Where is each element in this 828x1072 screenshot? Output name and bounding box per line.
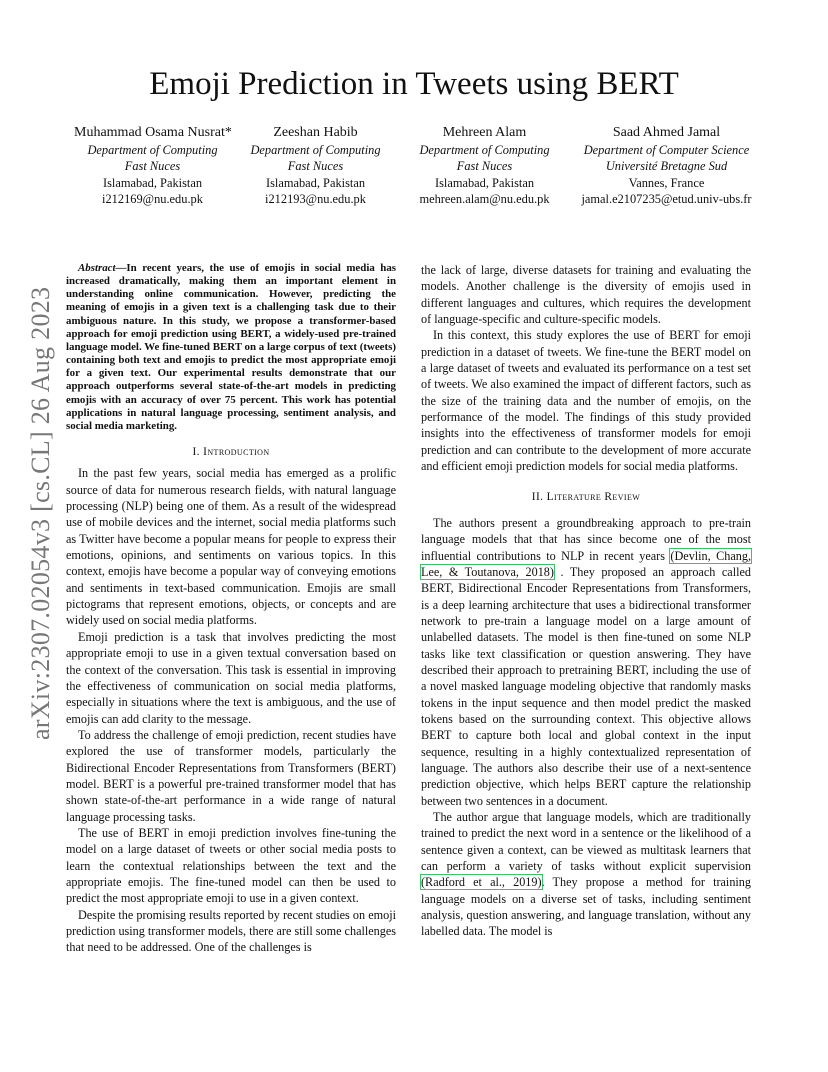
author-city: Islamabad, Pakistan <box>434 175 535 190</box>
section-numeral: I. <box>192 446 204 459</box>
paper-title: Emoji Prediction in Tweets using BERT <box>149 66 679 102</box>
body-paragraph: Emoji prediction is a task that involves predicting the most appropriate emoji to use in a given textual conversation based on the context of the conversation. This task is essential in improving the effectiveness of communication on social media platforms, especially in situations where the text is ambiguous, and the use of emojis can add clarity to the message. <box>66 629 396 726</box>
right-column <box>421 262 751 940</box>
author-3 <box>400 124 569 207</box>
body-paragraph: In this context, this study explores the use of BERT for emoji prediction in a dataset of tweets. We fine-tune the BERT model on a large dataset of tweets and evaluated its performance on a test set of tweets. We also examined the impact of different factors, such as the size of the training data and the number of emojis, on the performance of the model. The findings of this study provided insights into the effectiveness of transformer models for emoji prediction and can contribute to the development of more accurate and efficient emoji prediction models for social media platforms. <box>421 328 751 474</box>
author-name: Zeeshan Habib <box>273 125 358 140</box>
body-paragraph-continuation: the lack of large, diverse datasets for training and evaluating the models. Another challenge is the diversity of emojis used in different languages and cultures, which requires the development of language-specific and culture-specific models. <box>421 263 751 327</box>
paragraph-text: The authors present a groundbreaking approach to pre-train language models that that has since become one of the most influential contributions to NLP in recent years <box>421 515 751 563</box>
author-organization: Fast Nuces <box>124 159 181 174</box>
author-department: Department of Computing <box>419 143 550 157</box>
author-department: Department of Computing <box>87 143 218 157</box>
paragraph-text: The author argue that language models, which are traditionally trained to predict the next word in a sentence or the likelihood of a sentence given a context, can be viewed as multitask learners that can perform a variety of tasks without explicit supervision <box>421 810 751 874</box>
body-paragraph <box>421 515 751 809</box>
author-email: i212193@nu.edu.pk <box>265 191 366 206</box>
citation-link[interactable]: (Radford et al., 2019) <box>421 875 542 890</box>
paragraph-text: . They proposed an approach called BERT, Bidirectional Encoder Representations from Transformers, is a deep learning architecture that uses a bidirectional transformer network to pre-train a language model on a large amount of unlabelled datasets. The model is then fine-tuned on some NLP tasks like text classification or question answering. They have described their approach to pretraining BERT, including the use of a novel masked language modeling objective that randomly masks tokens in the input sequence and then model predict the masked tokens based on the surrounding context. This objective allows BERT to capture both local and global context in the input sequence, resulting in a highly contextualized representation of language. The authors also describe their use of a next-sentence prediction objective, which helps BERT capture the relationship between two sentences in a document. <box>421 564 751 808</box>
author-organization: Fast Nuces <box>456 159 513 174</box>
body-paragraph: In the past few years, social media has emerged as a prolific source of data for numerous research fields, with natural language processing (NLP) being one of them. As a result of the widespread use of mobile devices and the internet, social media platforms such as Twitter have become a popular means for people to express their emotions, opinions, and sentiments on various topics. In this context, emojis have become a popular way of conveying emotions and sentiments in text-based communication. Emojis are small pictograms that represent emotions, objects, or concepts and are widely used on social media platforms. <box>66 466 396 628</box>
author-city: Islamabad, Pakistan <box>102 175 203 190</box>
section-heading-literature-review <box>421 489 751 505</box>
author-city: Vannes, France <box>628 175 705 190</box>
author-2 <box>231 124 400 207</box>
abstract-label: Abstract <box>78 262 116 274</box>
author-4 <box>569 124 764 207</box>
body-paragraph: To address the challenge of emoji prediction, recent studies have explored the use of transformer models, particularly the Bidirectional Encoder Representations from Transformers (BERT) model. BERT is a powerful pre-trained transformer model that has shown state-of-the-art performance in a wide range of natural language processing tasks. <box>66 727 396 824</box>
author-email: mehreen.alam@nu.edu.pk <box>419 191 550 206</box>
body-paragraph: The use of BERT in emoji prediction involves fine-tuning the model on a large dataset of tweets or other social media posts to learn the contextual relationships between the text and the appropriate emojis. The fine-tuned model can then be used to predict the most appropriate emoji to use in a given context. <box>66 825 396 906</box>
author-name: Mehreen Alam <box>442 125 527 140</box>
paragraph-text: . They propose a method for training language models on a diverse set of tasks, including sentiment analysis, question answering, and language translation, without any labelled data. The model is <box>421 875 751 939</box>
abstract <box>66 262 396 433</box>
section-heading-introduction <box>66 444 396 460</box>
author-department: Department of Computing <box>250 143 381 157</box>
author-organization: Université Bretagne Sud <box>605 159 728 174</box>
section-title: Introduction <box>203 446 270 459</box>
author-name: Saad Ahmed Jamal <box>612 125 721 140</box>
abstract-text: —In recent years, the use of emojis in social media has increased dramatically, making them an important element in understanding online communication. However, predicting the meaning of emojis in a given text is a challenging task due to their ambiguous nature. In this study, we propose a transformer-based approach for emoji prediction using BERT, a widely-used pre-trained language model. We fine-tuned BERT on a large corpus of text (tweets) containing both text and emojis to predict the most appropriate emoji for a given text. Our experimental results demonstrate that our approach outperforms several state-of-the-art models in predicting emojis with an accuracy of over 75 percent. This work has potential applications in natural language processing, sentiment analysis, and social media marketing. <box>66 262 396 432</box>
author-1 <box>74 124 231 207</box>
author-email: jamal.e2107235@etud.univ-ubs.fr <box>581 191 752 206</box>
author-department: Department of Computer Science <box>583 143 750 157</box>
author-email: i212169@nu.edu.pk <box>102 191 203 206</box>
left-column <box>66 262 396 956</box>
author-name: Muhammad Osama Nusrat* <box>74 125 232 140</box>
section-title: Literature Review <box>546 491 641 504</box>
author-organization: Fast Nuces <box>287 159 344 174</box>
arxiv-identifier: arXiv:2307.02054v3 [cs.CL] 26 Aug 2023 <box>26 286 55 740</box>
body-paragraph <box>421 809 751 940</box>
body-paragraph: Despite the promising results reported by recent studies on emoji prediction using transformer models, there are still some challenges that need to be addressed. One of the challenges is <box>66 907 396 955</box>
author-block <box>74 124 764 207</box>
section-numeral: II. <box>531 491 547 504</box>
author-city: Islamabad, Pakistan <box>265 175 366 190</box>
citation-link[interactable]: (Devlin, Chang, Lee, & Toutanova, 2018) <box>421 548 751 579</box>
